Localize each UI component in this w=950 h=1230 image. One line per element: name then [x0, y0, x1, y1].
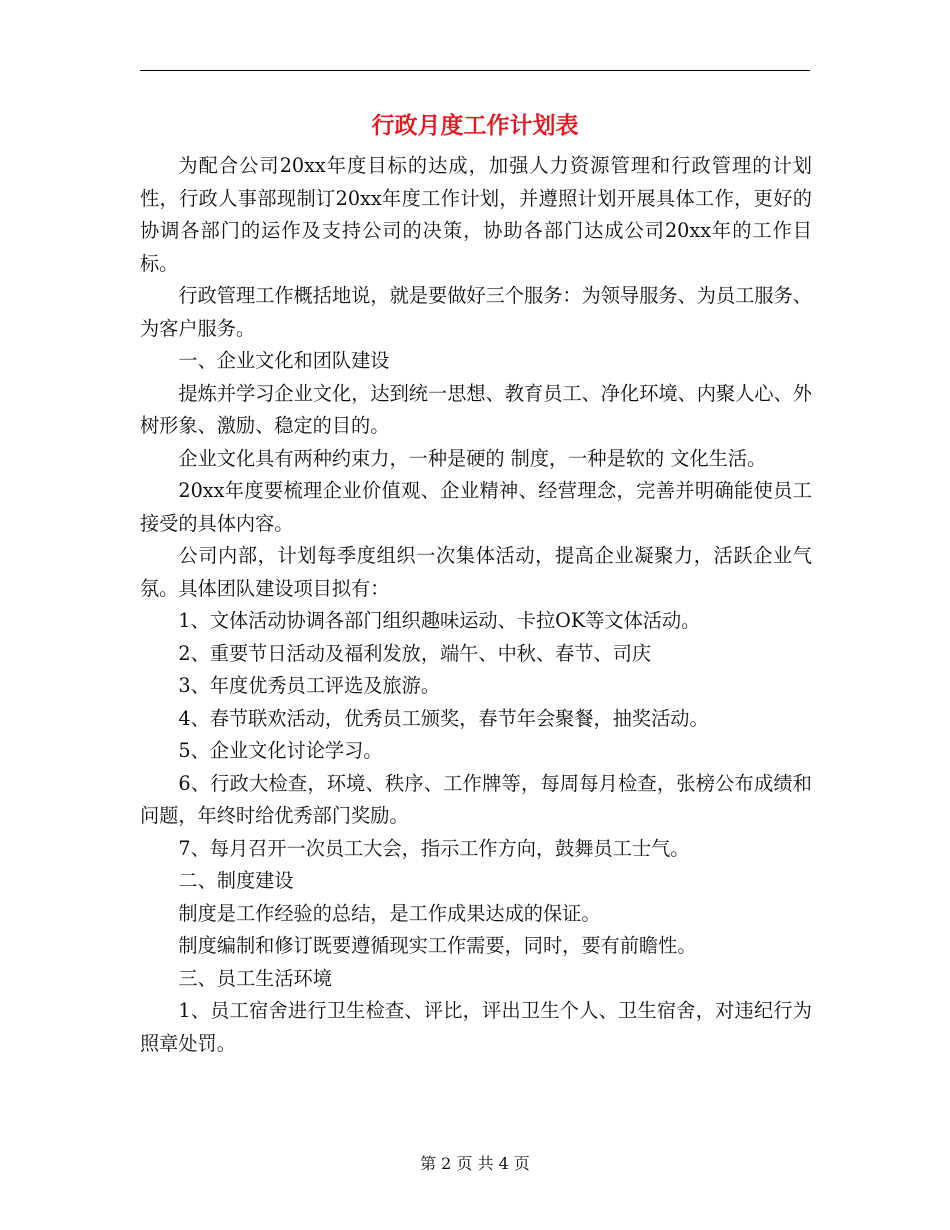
paragraph-culture-constraint: 企业文化具有两种约束力，一种是硬的 制度，一种是软的 文化生活。 [178, 446, 767, 470]
list-item-7: 7、每月召开一次员工大会，指示工作方向，鼓舞员工士气。 [178, 836, 690, 860]
paragraph-services: 行政管理工作概括地说，就是要做好三个服务：为领导服务、为员工服务、为客户服务。 [140, 284, 812, 340]
section-heading-system: 二、制度建设 [178, 869, 294, 892]
list-item-6: 6、行政大检查，环境、秩序、工作牌等，每周每月检查，张榜公布成绩和问题，年终时给优秀部门奖励。 [140, 771, 812, 827]
page-number-label: 第 2 页 共 4 页 [420, 1154, 530, 1173]
list-item-5: 5、企业文化讨论学习。 [178, 739, 383, 762]
paragraph-culture-values: 20xx年度要梳理企业价值观、企业精神、经营理念，完善并明确能使员工接受的具体内容。 [140, 479, 812, 535]
paragraph-system-summary: 制度是工作经验的总结，是工作成果达成的保证。 [178, 901, 601, 925]
list-item-4: 4、春节联欢活动，优秀员工颁奖，春节年会聚餐，抽奖活动。 [178, 706, 709, 730]
paragraph-team-activities: 公司内部，计划每季度组织一次集体活动，提高企业凝聚力，活跃企业气氛。具体团队建设项目拟有： [140, 544, 812, 600]
list-item-dormitory: 1、员工宿舍进行卫生检查、评比，评出卫生个人、卫生宿舍，对违纪行为照章处罚。 [140, 999, 812, 1055]
page-footer [0, 1152, 950, 1176]
section-heading-culture: 一、企业文化和团队建设 [178, 349, 390, 372]
paragraph-culture-refine: 提炼并学习企业文化，达到统一思想、教育员工、净化环境、内聚人心、外树形象、激励、稳定的目的。 [140, 381, 812, 437]
section-heading-environment: 三、员工生活环境 [178, 966, 332, 990]
document-body [140, 150, 812, 1060]
paragraph-system-revision: 制度编制和修订既要遵循现实工作需要，同时，要有前瞻性。 [178, 934, 697, 957]
header-rule [140, 70, 810, 71]
list-item-3: 3、年度优秀员工评选及旅游。 [178, 674, 441, 697]
paragraph-intro: 为配合公司20xx年度目标的达成，加强人力资源管理和行政管理的计划性，行政人事部现制订20xx年度工作计划，并遵照计划开展具体工作，更好的协调各部门的运作及支持公司的决策，协助各部门达成公司20xx年的工作目标。 [140, 154, 812, 275]
list-item-2: 2、重要节日活动及福利发放，端午、中秋、春节、司庆 [178, 641, 652, 665]
document-title: 行政月度工作计划表 [371, 112, 579, 139]
list-item-1: 1、文体活动协调各部门组织趣味运动、卡拉OK等文体活动。 [178, 609, 701, 632]
